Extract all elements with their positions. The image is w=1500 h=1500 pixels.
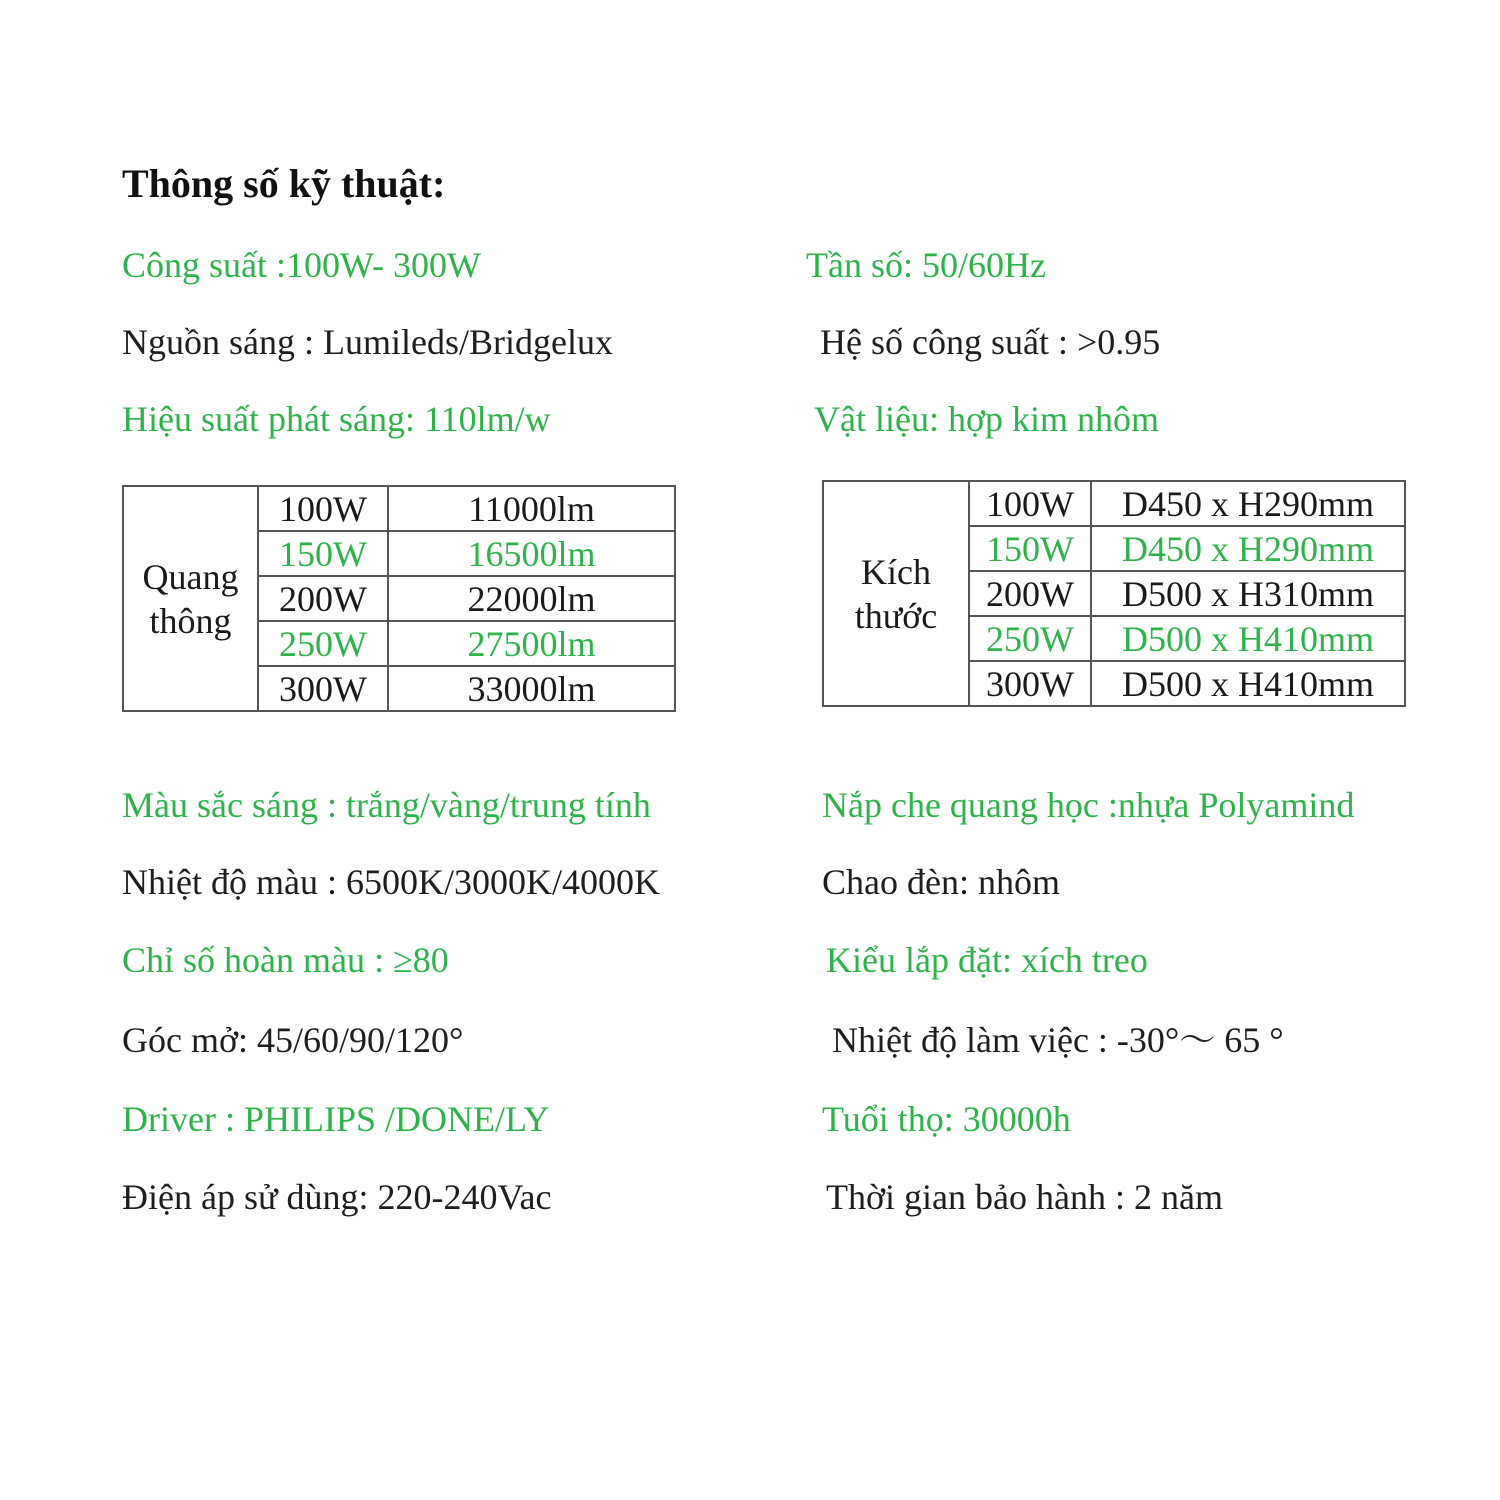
spec-frequency: Tần số: 50/60Hz (806, 245, 1046, 285)
spec-installation: Kiểu lắp đặt: xích treo (826, 940, 1148, 980)
table-header-cell (823, 481, 969, 706)
flux-cell: 16500lm (388, 531, 675, 576)
page-title: Thông số kỹ thuật: (122, 161, 446, 206)
size-cell: D500 x H310mm (1091, 571, 1405, 616)
spec-voltage: Điện áp sử dùng: 220-240Vac (122, 1177, 552, 1217)
power-cell: 200W (258, 576, 388, 621)
header-line: thước (854, 595, 938, 636)
spec-reflector: Chao đèn: nhôm (822, 862, 1060, 902)
spec-warranty: Thời gian bảo hành : 2 năm (826, 1177, 1223, 1217)
flux-cell: 22000lm (388, 576, 675, 621)
power-cell: 300W (258, 666, 388, 711)
spec-color-temperature: Nhiệt độ màu : 6500K/3000K/4000K (122, 862, 660, 902)
power-cell: 150W (258, 531, 388, 576)
spec-power-factor: Hệ số công suất : >0.95 (820, 322, 1161, 362)
power-cell: 150W (969, 526, 1091, 571)
dimensions-table (822, 480, 1406, 707)
spec-driver: Driver : PHILIPS /DONE/LY (122, 1099, 550, 1139)
power-cell: 250W (969, 616, 1091, 661)
spec-light-color: Màu sắc sáng : trắng/vàng/trung tính (122, 785, 651, 825)
size-cell: D500 x H410mm (1091, 661, 1405, 706)
spec-optical-cover: Nắp che quang học :nhựa Polyamind (822, 785, 1355, 825)
size-cell: D450 x H290mm (1091, 526, 1405, 571)
power-cell: 250W (258, 621, 388, 666)
spec-light-source: Nguồn sáng : Lumileds/Bridgelux (122, 322, 613, 362)
flux-cell: 11000lm (388, 486, 675, 531)
spec-power: Công suất :100W- 300W (122, 245, 481, 285)
size-cell: D500 x H410mm (1091, 616, 1405, 661)
luminous-flux-table (122, 485, 676, 712)
spec-material: Vật liệu: hợp kim nhôm (814, 399, 1160, 439)
table-header-cell (123, 486, 258, 711)
header-line: thông (149, 600, 232, 641)
power-cell: 100W (258, 486, 388, 531)
header-line: Kích (861, 551, 931, 592)
spec-beam-angle: Góc mở: 45/60/90/120° (122, 1020, 464, 1060)
spec-lifetime: Tuổi thọ: 30000h (822, 1099, 1071, 1139)
header-line: Quang (142, 556, 239, 597)
table-row (123, 486, 675, 531)
spec-cri: Chỉ số hoàn màu : ≥80 (122, 940, 449, 980)
table-row (823, 481, 1405, 526)
size-cell: D450 x H290mm (1091, 481, 1405, 526)
flux-cell: 27500lm (388, 621, 675, 666)
power-cell: 100W (969, 481, 1091, 526)
power-cell: 200W (969, 571, 1091, 616)
spec-working-temperature: Nhiệt độ làm việc : -30°～ 65 ° (832, 1020, 1284, 1060)
spec-efficiency: Hiệu suất phát sáng: 110lm/w (122, 399, 551, 439)
power-cell: 300W (969, 661, 1091, 706)
flux-cell: 33000lm (388, 666, 675, 711)
